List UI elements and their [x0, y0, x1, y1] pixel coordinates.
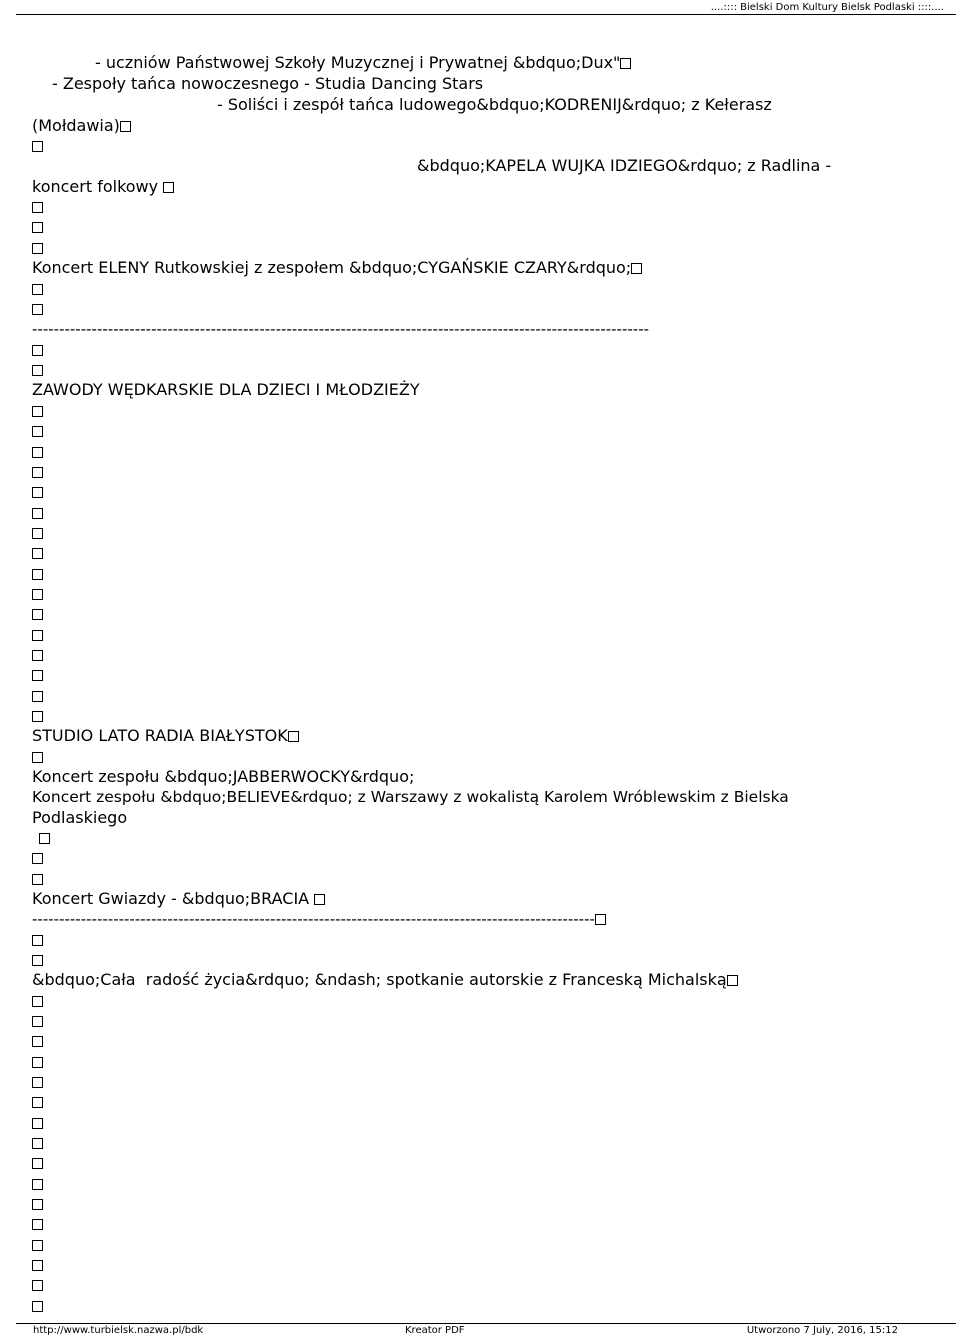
missing-glyph-icon: [631, 263, 642, 274]
missing-glyph-icon: [32, 604, 43, 624]
missing-glyph-icon: [32, 217, 43, 237]
missing-glyph-icon: [288, 731, 299, 742]
missing-glyph-icon: [32, 1133, 43, 1153]
text-line: - Zespoły tańca nowoczesnego - Studia Dancing Stars: [52, 74, 484, 93]
missing-glyph-icon: [32, 360, 43, 380]
missing-glyph-icon: [32, 340, 43, 360]
missing-glyph-icon: [32, 279, 43, 299]
missing-glyph-icon: [32, 645, 43, 665]
missing-glyph-icon: [32, 584, 43, 604]
text-line: &bdquo;KAPELA WUJKA IDZIEGO&rdquo; z Radlina -: [417, 156, 832, 175]
footer-divider: [16, 1323, 956, 1324]
missing-glyph-icon: [32, 299, 43, 319]
missing-glyph-icon: [32, 625, 43, 645]
missing-glyph-icon: [32, 238, 43, 258]
missing-glyph-icon: [32, 930, 43, 950]
missing-glyph-icon: [32, 523, 43, 543]
text-line: Podlaskiego: [32, 808, 128, 827]
missing-glyph-icon: [32, 1214, 43, 1234]
missing-glyph-icon: [32, 442, 43, 462]
dash-separator: --------------------------------------------------------------------------------------------------------: [32, 909, 606, 929]
missing-glyph-icon: [32, 848, 43, 868]
missing-glyph-icon: [39, 828, 50, 848]
missing-glyph-icon: [32, 1296, 43, 1316]
missing-glyph-icon: [32, 197, 43, 217]
missing-glyph-icon: [32, 1153, 43, 1173]
missing-glyph-icon: [32, 1031, 43, 1051]
missing-glyph-icon: [32, 665, 43, 685]
text-line: &bdquo;Cała radość życia&rdquo; &ndash; spotkanie autorskie z Franceską Michalską: [32, 970, 738, 990]
missing-glyph-icon: [32, 950, 43, 970]
missing-glyph-icon: [32, 462, 43, 482]
missing-glyph-icon: [32, 1011, 43, 1031]
missing-glyph-icon: [32, 1235, 43, 1255]
missing-glyph-icon: [32, 869, 43, 889]
missing-glyph-icon: [32, 1072, 43, 1092]
dash-separator: ------------------------------------------------------------------------------------------------------------------: [32, 320, 650, 338]
site-header: ....:::: Bielski Dom Kultury Bielsk Podlaski ::::....: [710, 2, 944, 13]
missing-glyph-icon: [32, 1174, 43, 1194]
missing-glyph-icon: [727, 975, 738, 986]
missing-glyph-icon: [32, 421, 43, 441]
missing-glyph-icon: [314, 894, 325, 905]
text-line: - uczniów Państwowej Szkoły Muzycznej i Prywatnej &bdquo;Dux": [95, 53, 631, 73]
text-line: Koncert ELENY Rutkowskiej z zespołem &bdquo;CYGAŃSKIE CZARY&rdquo;: [32, 258, 642, 278]
missing-glyph-icon: [32, 1194, 43, 1214]
missing-glyph-icon: [620, 58, 631, 69]
missing-glyph-icon: [32, 482, 43, 502]
text-line: Koncert Gwiazdy - &bdquo;BRACIA: [32, 889, 325, 909]
missing-glyph-icon: [163, 182, 174, 193]
missing-glyph-icon: [32, 686, 43, 706]
text-line: (Mołdawia): [32, 116, 131, 136]
missing-glyph-icon: [32, 1275, 43, 1295]
missing-glyph-icon: [32, 991, 43, 1011]
text-line: koncert folkowy: [32, 177, 174, 197]
missing-glyph-icon: [32, 543, 43, 563]
text-line: - Soliści i zespół tańca ludowego&bdquo;KODRENIJ&rdquo; z Kełerasz: [217, 95, 772, 114]
missing-glyph-icon: [32, 706, 43, 726]
footer-created: Utworzono 7 July, 2016, 15:12: [746, 1325, 898, 1336]
missing-glyph-icon: [32, 503, 43, 523]
missing-glyph-icon: [32, 136, 43, 156]
text-line: STUDIO LATO RADIA BIAŁYSTOK: [32, 726, 299, 746]
missing-glyph-icon: [120, 121, 131, 132]
missing-glyph-icon: [595, 914, 606, 925]
footer-creator: Kreator PDF: [405, 1325, 465, 1336]
text-line: Koncert zespołu &bdquo;BELIEVE&rdquo; z Warszawy z wokalistą Karolem Wróblewskim z Bielska: [32, 788, 789, 806]
missing-glyph-icon: [32, 401, 43, 421]
missing-glyph-icon: [32, 1113, 43, 1133]
missing-glyph-icon: [32, 1255, 43, 1275]
text-line: Koncert zespołu &bdquo;JABBERWOCKY&rdquo;: [32, 767, 415, 786]
footer-url[interactable]: http://www.turbielsk.nazwa.pl/bdk: [33, 1325, 204, 1336]
missing-glyph-icon: [32, 1052, 43, 1072]
text-line: ZAWODY WĘDKARSKIE DLA DZIECI I MŁODZIEŻY: [32, 380, 420, 399]
header-divider: [16, 14, 956, 15]
missing-glyph-icon: [32, 564, 43, 584]
missing-glyph-icon: [32, 747, 43, 767]
missing-glyph-icon: [32, 1092, 43, 1112]
